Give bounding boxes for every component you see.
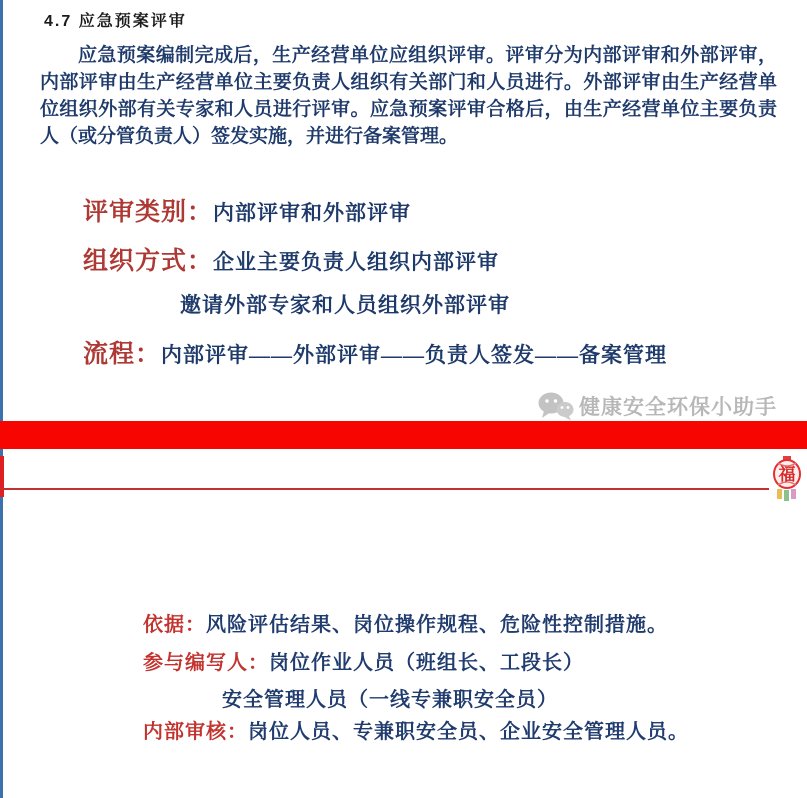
internal-audit-label: 内部审核：: [143, 721, 248, 743]
participants-row-continued: [222, 683, 558, 712]
participants-label: 参与编写人：: [143, 652, 269, 674]
review-type-label: 评审类别：: [83, 199, 214, 226]
review-type-value: 内部评审和外部评审: [213, 201, 412, 225]
participants-row: [143, 646, 584, 675]
participants-value: 岗位作业人员（班组长、工段长）: [269, 652, 584, 674]
watermark-text: 健康安全环保小助手: [579, 396, 777, 419]
left-border-line: [0, 0, 3, 798]
lantern-emblem: [771, 455, 803, 503]
watermark: [537, 391, 777, 421]
participants-value-2: 安全管理人员（一线专兼职安全员）: [222, 689, 558, 711]
basis-value: 风险评估结果、岗位操作规程、危险性控制措施。: [206, 614, 668, 636]
organization-mode-row-continued: [180, 289, 510, 319]
internal-audit-value: 岗位人员、专兼职安全员、企业安全管理人员。: [248, 721, 689, 743]
organization-mode-value-2: 邀请外部专家和人员组织外部评审: [180, 293, 510, 317]
process-row: [83, 334, 667, 370]
basis-label: 依据：: [143, 614, 206, 636]
organization-mode-value: 企业主要负责人组织内部评审: [213, 250, 500, 274]
intro-paragraph: 应急预案编制完成后，生产经营单位应组织评审。评审分为内部评审和外部评审，内部评审由生产经营单位主要负责人组织有关部门和人员进行。外部评审由生产经营单位组织外部有关专家和人员进行评审。应急预案评审合格后，由生产经营单位主要负责人（或分管负责人）签发实施，并进行备案管理。: [40, 45, 777, 147]
organization-mode-row: [83, 241, 499, 277]
internal-audit-row: [143, 715, 689, 744]
organization-mode-label: 组织方式：: [83, 248, 214, 275]
thin-red-rule: [0, 488, 769, 490]
process-label: 流程：: [83, 341, 162, 368]
section-heading: 4.7 应急预案评审: [44, 13, 187, 30]
red-divider-band: [0, 421, 807, 449]
left-red-accent: [0, 456, 4, 497]
wechat-icon: [537, 391, 574, 421]
review-type-row: [83, 192, 411, 228]
process-value: 内部评审——外部评审——负责人签发——备案管理: [161, 343, 668, 367]
basis-row: [143, 608, 668, 637]
svg-text:福: 福: [778, 465, 796, 484]
